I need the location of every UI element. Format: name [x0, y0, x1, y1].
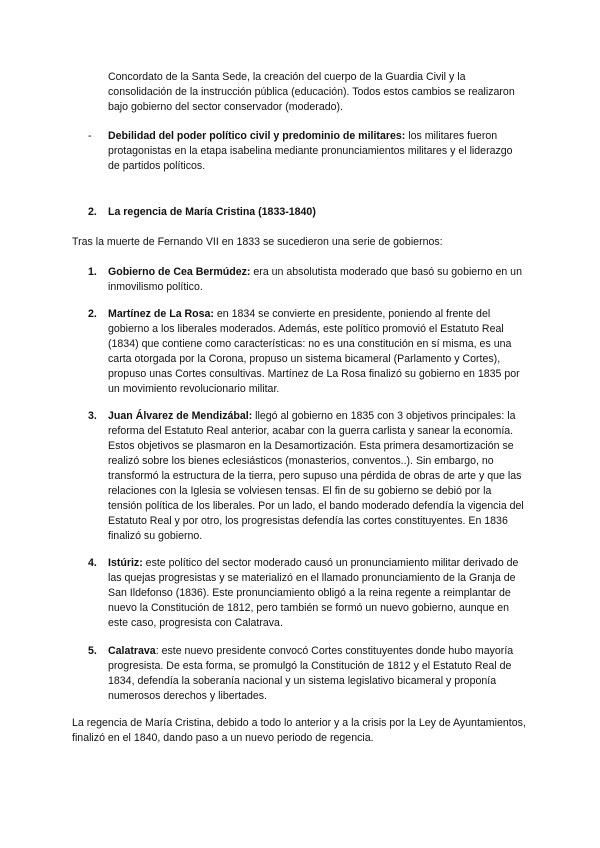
- list-item-body: este político del sector moderado causó un pronunciamiento militar derivado de las quejas progresistas y se materializó en el llamado pronunciamiento de la Granja de San Ildefonso (1836). Este pronunciamiento obligó a la reina regente a reimplantar de nuevo la Constitución de 1812, pero también se formó un nuevo gobierno, aunque en este caso, progresista con Calatrava.: [108, 557, 519, 629]
- section-heading: [88, 205, 316, 220]
- list-item-number: 3.: [88, 410, 97, 422]
- list-item-body: era un absolutista moderado que basó su gobierno en un inmovilismo político.: [108, 266, 522, 293]
- list-item: [88, 307, 528, 397]
- list-item-number: 5.: [88, 645, 97, 657]
- bullet-text: [108, 129, 518, 174]
- list-item-body: llegó al gobierno en 1835 con 3 objetivos principales: la reforma del Estatuto Real anterior, acabar con la guerra carlista y sanear la economía. Estos objetivos se plasmaron en la Desamortización. Esta primera desamortización se realizó sobre los bienes eclesiásticos (monasterios, conventos..). Sin embargo, no transformó la estructura de la tierra, pero supuso una pérdida de obras de arte y que las relaciones con la Iglesia se volviesen tensas. El fin de su gobierno se debió por la tensión política de los liberales. Por un lado, el bando moderado defendía la vigencia del Estatuto Real y por otro, los progresistas defendía las cortes constituyentes. En 1836 finalizó su gobierno.: [108, 410, 524, 542]
- list-item: [88, 265, 528, 295]
- list-item-body: : este nuevo presidente convocó Cortes constituyentes donde hubo mayoría progresista. De esta forma, se promulgó la Constitución de 1812 y el Estatuto Real de 1834, defendía la soberanía nacional y un sistema legislativo bicameral y proponía numerosos derechos y libertades.: [108, 645, 514, 702]
- list-item-text: [108, 644, 528, 704]
- continuation-paragraph: Concordato de la Santa Sede, la creación del cuerpo de la Guardia Civil y la consolidación de la instrucción pública (educación). Todos estos cambios se realizaron bajo gobierno del sector conservador (moderado).: [108, 71, 515, 113]
- list-item-number: 4.: [88, 557, 97, 569]
- section-title: La regencia de María Cristina (1833-1840): [108, 206, 316, 218]
- list-item-bold: Calatrava: [108, 645, 156, 657]
- closing-paragraph: La regencia de María Cristina, debido a todo lo anterior y a la crisis por la Ley de Ayuntamientos, finalizó en el 1840, dando paso a un nuevo periodo de regencia.: [72, 717, 526, 744]
- list-item-bold: Istúriz:: [108, 557, 143, 569]
- list-item-text: [108, 307, 528, 397]
- list-item-number: 1.: [88, 266, 97, 278]
- bullet-bold: Debilidad del poder político civil y predominio de militares:: [108, 130, 406, 142]
- bullet-item: [88, 129, 528, 174]
- intro-paragraph: Tras la muerte de Fernando VII en 1833 se sucedieron una serie de gobiernos:: [72, 236, 443, 248]
- list-item: [88, 556, 528, 631]
- list-item-bold: Martínez de La Rosa:: [108, 308, 214, 320]
- list-item-bold: Gobierno de Cea Bermúdez:: [108, 266, 251, 278]
- section-number: 2.: [88, 206, 97, 218]
- list-item-bold: Juan Álvarez de Mendizábal:: [108, 410, 253, 422]
- list-item: [88, 644, 528, 704]
- list-item-text: [108, 409, 528, 544]
- list-item-text: [108, 265, 528, 295]
- list-item-text: [108, 556, 528, 631]
- bullet-body: los militares fueron protagonistas en la etapa isabelina mediante pronunciamientos militares y el liderazgo de partidos políticos.: [108, 130, 513, 172]
- list-item-number: 2.: [88, 308, 97, 320]
- list-item-body: en 1834 se convierte en presidente, poniendo al frente del gobierno a los liberales moderados. Además, este político promovió el Estatuto Real (1834) que contiene como características: no es una constitución en sí misma, es una carta otorgada por la Corona, propuso un sistema bicameral (Parlamento y Cortes), propuso unas Cortes consultivas. Martínez de La Rosa finalizó su gobierno en 1835 por un movimiento revolucionario militar.: [108, 308, 520, 395]
- list-item: [88, 409, 528, 544]
- bullet-marker: -: [88, 130, 92, 142]
